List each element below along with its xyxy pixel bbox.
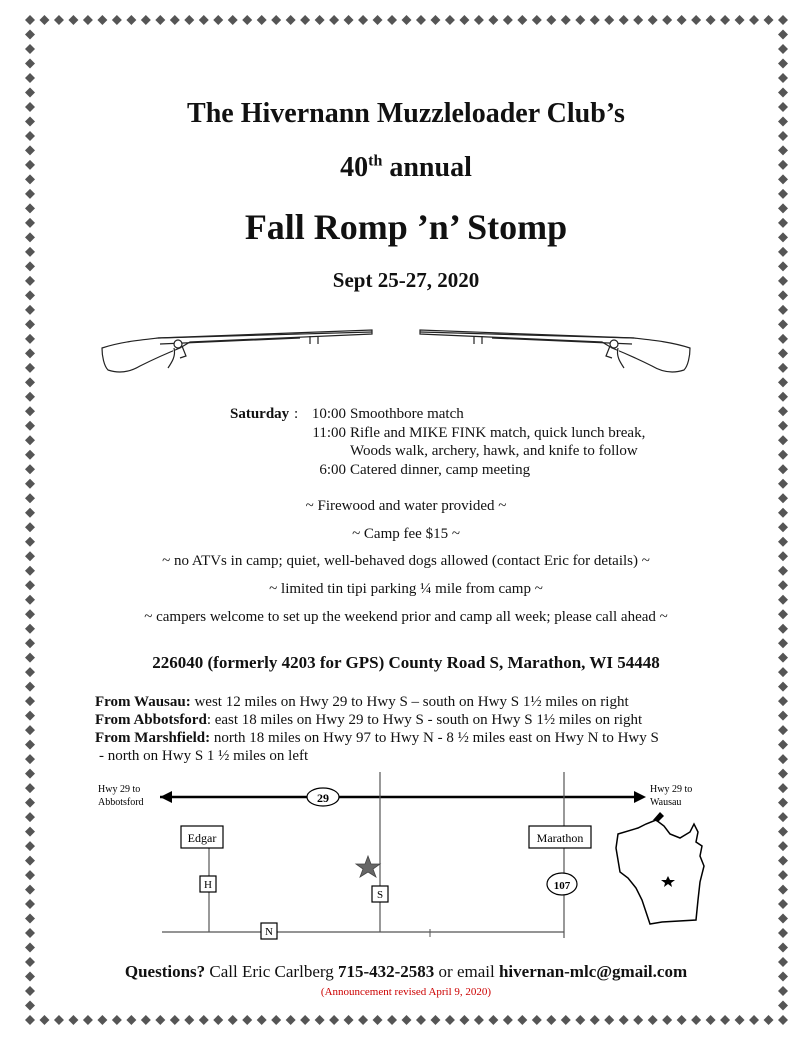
contact-line xyxy=(0,962,812,982)
schedule-time: 11:00 xyxy=(312,424,346,441)
wisconsin-island-icon xyxy=(653,812,664,822)
anniversary xyxy=(0,152,812,184)
revision-note: (Announcement revised April 9, 2020) xyxy=(320,986,492,998)
direction-text: - north on Hwy S 1 ½ miles on left xyxy=(99,748,309,764)
map-left-label-1: Hwy 29 to xyxy=(98,784,141,795)
schedule-row xyxy=(0,442,812,461)
left-musket-icon xyxy=(102,330,372,372)
direction-from: From Wausau: xyxy=(95,694,191,710)
anniversary-word: annual xyxy=(382,152,472,183)
schedule xyxy=(0,405,812,479)
schedule-event: Catered dinner, camp meeting xyxy=(350,461,531,478)
note-parking: ~ limited tin tipi parking ¼ mile from camp ~ xyxy=(269,581,543,597)
town-edgar: Edgar xyxy=(187,831,217,845)
direction-line xyxy=(95,693,735,711)
arrow-right-icon xyxy=(634,791,646,803)
hwy-s-label: S xyxy=(376,889,384,901)
right-musket-icon xyxy=(420,330,690,372)
schedule-row xyxy=(0,461,812,480)
contact-phone: 715-432-2583 xyxy=(337,962,435,981)
schedule-event: Smoothbore match xyxy=(350,406,464,422)
note-firewood: ~ Firewood and water provided ~ xyxy=(305,498,507,514)
direction-from: From Abbotsford xyxy=(95,712,207,728)
schedule-row xyxy=(0,424,812,443)
hwy-n-label: N xyxy=(265,926,273,938)
directions xyxy=(95,693,735,765)
contact-lead: Questions? xyxy=(124,962,206,981)
hwy-h-label: H xyxy=(204,879,212,891)
schedule-colon: : xyxy=(294,406,299,422)
note-atv-dogs: ~ no ATVs in camp; quiet, well-behaved dogs allowed (contact Eric for details) ~ xyxy=(162,553,650,569)
contact-call: Call Eric Carlberg xyxy=(205,962,338,981)
map-left-label-2: Abbotsford xyxy=(98,797,144,808)
hwy-29-label: 29 xyxy=(317,791,329,805)
hwy-107-label: 107 xyxy=(553,880,571,892)
schedule-time: 6:00 xyxy=(319,461,346,478)
schedule-event: Rifle and MIKE FINK match, quick lunch break, xyxy=(350,424,646,441)
direction-line xyxy=(95,711,735,729)
map-right-label-2: Wausau xyxy=(650,797,682,808)
contact-email: hivernan-mlc@gmail.com xyxy=(498,962,688,981)
schedule-event: Woods walk, archery, hawk, and knife to follow xyxy=(350,443,638,459)
wisconsin-map-icon xyxy=(616,820,704,924)
schedule-time: 10:00 xyxy=(311,406,346,422)
direction-text: west 12 miles on Hwy 29 to Hwy S – south on Hwy S 1½ miles on right xyxy=(190,694,629,710)
direction-from: From Marshfield: xyxy=(95,730,211,746)
direction-line xyxy=(95,729,735,747)
event-title: Fall Romp ’n’ Stomp xyxy=(244,207,568,247)
note-camp-fee: ~ Camp fee $15 ~ xyxy=(352,526,460,542)
note-campers: ~ campers welcome to set up the weekend prior and camp all week; please call ahead ~ xyxy=(144,609,668,625)
arrow-left-icon xyxy=(160,791,172,803)
directions-map xyxy=(90,772,730,947)
map-right-label-1: Hwy 29 to xyxy=(650,784,693,795)
town-marathon: Marathon xyxy=(536,831,584,845)
anniversary-number: 40 xyxy=(340,152,369,183)
direction-text: north 18 miles on Hwy 97 to Hwy N - 8 ½ miles east on Hwy N to Hwy S xyxy=(210,730,659,746)
direction-line xyxy=(95,747,735,765)
club-name: The Hivernann Muzzleloader Club’s xyxy=(187,98,625,129)
anniversary-ordinal: th xyxy=(368,152,383,170)
camp-star-icon xyxy=(356,856,380,877)
event-address: 226040 (formerly 4203 for GPS) County Road S, Marathon, WI 54448 xyxy=(152,653,660,672)
muskets-illustration xyxy=(100,322,692,382)
contact-or-email: or email xyxy=(434,962,499,981)
schedule-day: Saturday xyxy=(230,406,290,422)
direction-text: : east 18 miles on Hwy 29 to Hwy S - south on Hwy S 1½ miles on right xyxy=(206,712,643,728)
schedule-row xyxy=(0,405,812,424)
event-dates: Sept 25-27, 2020 xyxy=(332,268,480,292)
